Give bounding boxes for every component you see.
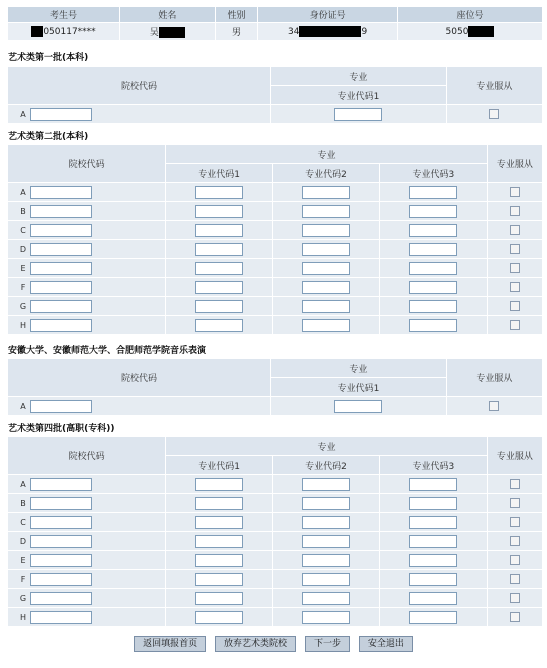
major-code-1-input[interactable] xyxy=(195,592,243,605)
col-major-code-2: 专业代码2 xyxy=(273,164,380,183)
obey-checkbox[interactable] xyxy=(510,282,520,292)
col-major-code-1: 专业代码1 xyxy=(271,378,447,397)
table-row xyxy=(8,202,543,221)
obey-checkbox[interactable] xyxy=(510,498,520,508)
col-school-code: 院校代码 xyxy=(8,67,271,105)
school-code-input[interactable] xyxy=(30,300,92,313)
col-major-code-1: 专业代码1 xyxy=(271,86,447,105)
school-code-input[interactable] xyxy=(30,243,92,256)
exam-no-value: 050117**** xyxy=(8,23,120,41)
col-major: 专业 xyxy=(166,437,488,456)
gender-value: 男 xyxy=(215,23,257,41)
label-gender: 性别 xyxy=(215,7,257,23)
school-code-input[interactable] xyxy=(30,319,92,332)
obey-checkbox[interactable] xyxy=(510,301,520,311)
major-code-3-input[interactable] xyxy=(409,497,457,510)
obey-checkbox[interactable] xyxy=(510,320,520,330)
row-letter: C xyxy=(20,517,26,527)
section-title-batch2: 艺术类第二批(本科) xyxy=(8,132,89,142)
row-letter: F xyxy=(20,574,26,584)
col-major-code-1: 专业代码1 xyxy=(166,164,273,183)
major-code-3-input[interactable] xyxy=(409,573,457,586)
major-code-1-input[interactable] xyxy=(195,497,243,510)
table-row xyxy=(8,240,543,259)
col-major-code-2: 专业代码2 xyxy=(273,456,380,475)
obey-checkbox[interactable] xyxy=(510,225,520,235)
major-code-2-input[interactable] xyxy=(302,205,350,218)
major-code-2-input[interactable] xyxy=(302,497,350,510)
major-code-3-input[interactable] xyxy=(409,224,457,237)
row-letter: A xyxy=(20,187,26,197)
table-row xyxy=(8,259,543,278)
back-home-button[interactable]: 返回填报首页 xyxy=(134,636,206,652)
school-code-input[interactable] xyxy=(30,224,92,237)
major-code-1-input[interactable] xyxy=(195,554,243,567)
col-major-code-3: 专业代码3 xyxy=(379,456,487,475)
col-major: 专业 xyxy=(271,67,447,86)
row-letter: B xyxy=(20,498,26,508)
row-letter: C xyxy=(20,225,26,235)
row-letter: E xyxy=(20,263,26,273)
major-code-3-input[interactable] xyxy=(409,611,457,624)
major-code-3-input[interactable] xyxy=(409,300,457,313)
school-code-input[interactable] xyxy=(30,262,92,275)
row-letter: D xyxy=(19,536,27,546)
table-row xyxy=(8,183,543,202)
row-letter: A xyxy=(20,479,26,489)
major-code-1-input[interactable] xyxy=(195,186,243,199)
table-row xyxy=(8,513,543,532)
major-code-2-input[interactable] xyxy=(302,592,350,605)
major-code-3-input[interactable] xyxy=(409,535,457,548)
major-code-2-input[interactable] xyxy=(302,281,350,294)
row-letter: D xyxy=(19,244,27,254)
major-code-2-input[interactable] xyxy=(302,186,350,199)
major-code-1-input[interactable] xyxy=(334,108,382,121)
table-row xyxy=(8,316,543,335)
row-letter: F xyxy=(20,282,26,292)
table-row xyxy=(8,608,543,627)
major-code-3-input[interactable] xyxy=(409,243,457,256)
abandon-art-schools-button[interactable]: 放弃艺术类院校 xyxy=(215,636,296,652)
col-obey: 专业服从 xyxy=(446,67,542,105)
obey-checkbox[interactable] xyxy=(510,574,520,584)
table-row xyxy=(8,570,543,589)
section-title-batch1: 艺术类第一批(本科) xyxy=(8,53,89,63)
row-letter: H xyxy=(19,320,26,330)
major-code-3-input[interactable] xyxy=(409,592,457,605)
school-code-input[interactable] xyxy=(30,108,92,121)
col-obey: 专业服从 xyxy=(487,437,542,475)
table-row xyxy=(8,397,543,416)
school-code-input[interactable] xyxy=(30,205,92,218)
id-no-value: 34 9 xyxy=(258,23,398,41)
table-row xyxy=(8,589,543,608)
major-code-2-input[interactable] xyxy=(302,300,350,313)
school-code-input[interactable] xyxy=(30,497,92,510)
obey-checkbox[interactable] xyxy=(510,612,520,622)
major-code-2-input[interactable] xyxy=(302,611,350,624)
major-code-3-input[interactable] xyxy=(409,554,457,567)
col-school-code: 院校代码 xyxy=(8,359,271,397)
next-step-button[interactable]: 下一步 xyxy=(305,636,350,652)
obey-checkbox[interactable] xyxy=(510,517,520,527)
major-code-1-input[interactable] xyxy=(195,262,243,275)
section-title-music: 安徽大学、安徽师范大学、合肥师范学院音乐表演 xyxy=(8,346,207,356)
major-code-3-input[interactable] xyxy=(409,516,457,529)
table-row xyxy=(8,494,543,513)
major-code-3-input[interactable] xyxy=(409,205,457,218)
redaction-bar xyxy=(299,26,361,37)
major-code-1-input[interactable] xyxy=(195,611,243,624)
obey-checkbox[interactable] xyxy=(510,263,520,273)
obey-checkbox[interactable] xyxy=(510,593,520,603)
row-letter: H xyxy=(19,612,26,622)
school-code-input[interactable] xyxy=(30,400,92,413)
action-bar xyxy=(0,636,547,652)
label-seat-no: 座位号 xyxy=(397,7,542,23)
major-code-3-input[interactable] xyxy=(409,186,457,199)
major-code-3-input[interactable] xyxy=(409,262,457,275)
col-obey: 专业服从 xyxy=(446,359,542,397)
label-name: 姓名 xyxy=(120,7,216,23)
school-code-input[interactable] xyxy=(30,554,92,567)
school-code-input[interactable] xyxy=(30,516,92,529)
major-code-1-input[interactable] xyxy=(195,205,243,218)
col-major-code-3: 专业代码3 xyxy=(379,164,487,183)
major-code-1-input[interactable] xyxy=(334,400,382,413)
school-code-input[interactable] xyxy=(30,611,92,624)
major-code-1-input[interactable] xyxy=(195,243,243,256)
obey-checkbox[interactable] xyxy=(510,536,520,546)
major-code-3-input[interactable] xyxy=(409,319,457,332)
label-id-no: 身份证号 xyxy=(258,7,398,23)
col-major: 专业 xyxy=(166,145,488,164)
major-code-3-input[interactable] xyxy=(409,478,457,491)
school-code-input[interactable] xyxy=(30,535,92,548)
major-code-2-input[interactable] xyxy=(302,224,350,237)
major-code-1-input[interactable] xyxy=(195,300,243,313)
major-code-2-input[interactable] xyxy=(302,319,350,332)
major-code-2-input[interactable] xyxy=(302,573,350,586)
major-code-1-input[interactable] xyxy=(195,478,243,491)
batch2-table xyxy=(7,144,543,335)
obey-checkbox[interactable] xyxy=(510,479,520,489)
major-code-2-input[interactable] xyxy=(302,554,350,567)
major-code-1-input[interactable] xyxy=(195,319,243,332)
school-code-input[interactable] xyxy=(30,281,92,294)
school-code-input[interactable] xyxy=(30,186,92,199)
batch1-table xyxy=(7,66,543,124)
col-school-code: 院校代码 xyxy=(8,437,166,475)
redaction-bar xyxy=(31,26,43,37)
col-major: 专业 xyxy=(271,359,447,378)
major-code-1-input[interactable] xyxy=(195,535,243,548)
section-title-batch4: 艺术类第四批(高职(专科)) xyxy=(8,424,115,434)
obey-checkbox[interactable] xyxy=(510,555,520,565)
redaction-bar xyxy=(159,27,185,38)
table-row xyxy=(8,221,543,240)
table-row xyxy=(8,105,543,124)
major-code-2-input[interactable] xyxy=(302,243,350,256)
school-code-input[interactable] xyxy=(30,573,92,586)
major-code-1-input[interactable] xyxy=(195,281,243,294)
table-row xyxy=(8,532,543,551)
major-code-1-input[interactable] xyxy=(195,224,243,237)
major-code-2-input[interactable] xyxy=(302,535,350,548)
redaction-bar xyxy=(468,26,494,37)
major-code-1-input[interactable] xyxy=(195,516,243,529)
label-exam-no: 考生号 xyxy=(8,7,120,23)
table-row xyxy=(8,278,543,297)
row-letter: A xyxy=(20,109,26,119)
candidate-info-table xyxy=(7,6,543,41)
col-major-code-1: 专业代码1 xyxy=(166,456,273,475)
col-obey: 专业服从 xyxy=(487,145,542,183)
row-letter: B xyxy=(20,206,26,216)
seat-no-value: 5050 xyxy=(397,23,542,41)
name-value: 吴 xyxy=(120,23,216,41)
logout-button[interactable]: 安全退出 xyxy=(359,636,413,652)
major-code-1-input[interactable] xyxy=(195,573,243,586)
obey-checkbox[interactable] xyxy=(489,109,499,119)
row-letter: E xyxy=(20,555,26,565)
major-code-2-input[interactable] xyxy=(302,516,350,529)
table-row xyxy=(8,475,543,494)
batch4-table xyxy=(7,436,543,627)
obey-checkbox[interactable] xyxy=(510,187,520,197)
table-row xyxy=(8,551,543,570)
music-table xyxy=(7,358,543,416)
major-code-3-input[interactable] xyxy=(409,281,457,294)
col-school-code: 院校代码 xyxy=(8,145,166,183)
obey-checkbox[interactable] xyxy=(510,244,520,254)
major-code-2-input[interactable] xyxy=(302,478,350,491)
row-letter: G xyxy=(19,593,27,603)
major-code-2-input[interactable] xyxy=(302,262,350,275)
obey-checkbox[interactable] xyxy=(510,206,520,216)
obey-checkbox[interactable] xyxy=(489,401,499,411)
table-row xyxy=(8,297,543,316)
row-letter: A xyxy=(20,401,26,411)
row-letter: G xyxy=(19,301,27,311)
school-code-input[interactable] xyxy=(30,592,92,605)
school-code-input[interactable] xyxy=(30,478,92,491)
